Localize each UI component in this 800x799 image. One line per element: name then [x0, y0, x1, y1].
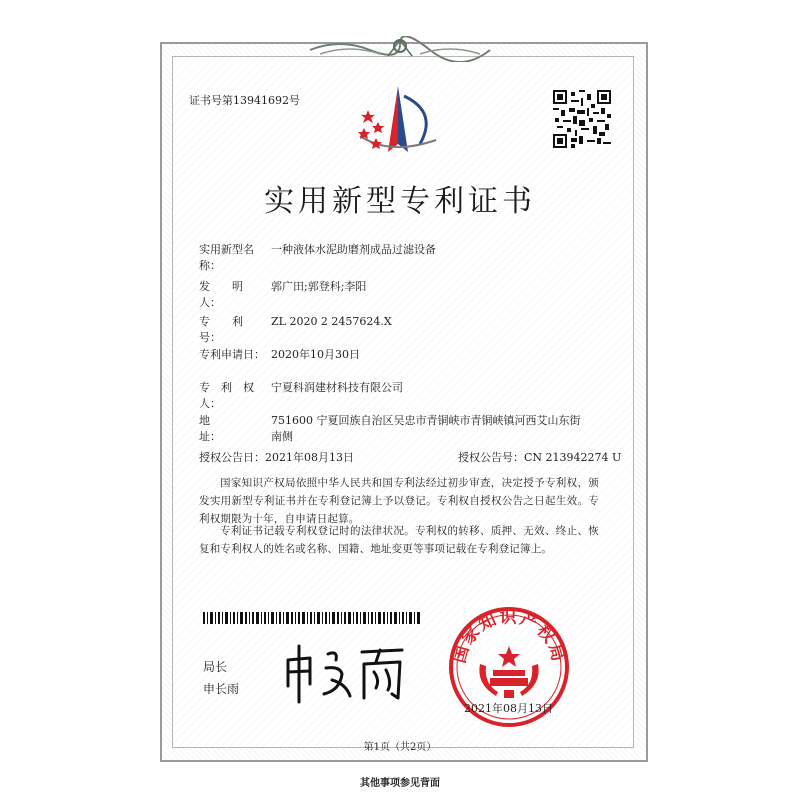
seal-date: 2021年08月13日 [464, 702, 553, 715]
field-patentee [199, 380, 403, 412]
paragraph-grant: 国家知识产权局依照中华人民共和国专利法经过初步审查，决定授予专利权，颁发实用新型专利证书并在专利登记簿上予以登记。专利权自授权公告之日起生效。专利权期限为十年，自申请日起算。 [199, 477, 599, 525]
director-name: 申长雨 [203, 682, 240, 696]
paragraph-legal-status: 专利证书记载专利权登记时的法律状况。专利权的转移、质押、无效、终止、恢复和专利权人的姓名或名称、国籍、地址变更等事项记载在专利登记簿上。 [199, 525, 599, 555]
seal-text: 国家知识产权局 [449, 607, 569, 666]
barcode-icon [203, 612, 421, 624]
patent-office-emblem-icon [350, 82, 446, 162]
field-label: 专 利 号： [199, 315, 254, 344]
publication-number-label: 授权公告号： [458, 451, 524, 464]
field-application-date [199, 347, 360, 363]
page-number: 第1页（共2页） [363, 742, 437, 753]
field-label: 实用新型名称： [199, 243, 254, 272]
publication-date: 2021年08月13日 [265, 451, 354, 464]
field-value: 751600 宁夏回族自治区吴忠市青铜峡市青铜峡镇河西艾山东街南侧 [271, 414, 581, 443]
page-title: 实用新型专利证书 [264, 184, 536, 219]
field-label: 发 明 人： [199, 280, 254, 309]
signature-icon [280, 640, 410, 704]
publication-date-label: 授权公告日： [199, 451, 265, 464]
publication-number: CN 213942274 U [524, 451, 622, 464]
field-value: 宁夏科润建材科技有限公司 [271, 381, 403, 394]
field-value: 2020年10月30日 [271, 348, 360, 361]
field-value: 一种液体水泥助磨剂成品过滤设备 [271, 243, 436, 256]
publication-row [199, 449, 622, 465]
director-title: 局长 [203, 660, 228, 674]
top-ornament [300, 36, 500, 62]
qr-code-icon [553, 90, 611, 148]
field-utility-model-name [199, 242, 436, 274]
field-value: ZL 2020 2 2457624.X [271, 315, 392, 328]
field-value: 郭广田;郭登科;李阳 [271, 280, 367, 293]
field-patent-number [199, 314, 392, 346]
field-address [199, 413, 581, 445]
certificate-number: 证书号第13941692号 [189, 94, 300, 107]
footer-note: 其他事项参见背面 [360, 778, 440, 789]
field-label: 专 利 权 人： [199, 381, 265, 410]
field-inventor [199, 279, 367, 311]
field-label: 地 址： [199, 414, 254, 443]
field-label: 专利申请日： [199, 348, 265, 361]
